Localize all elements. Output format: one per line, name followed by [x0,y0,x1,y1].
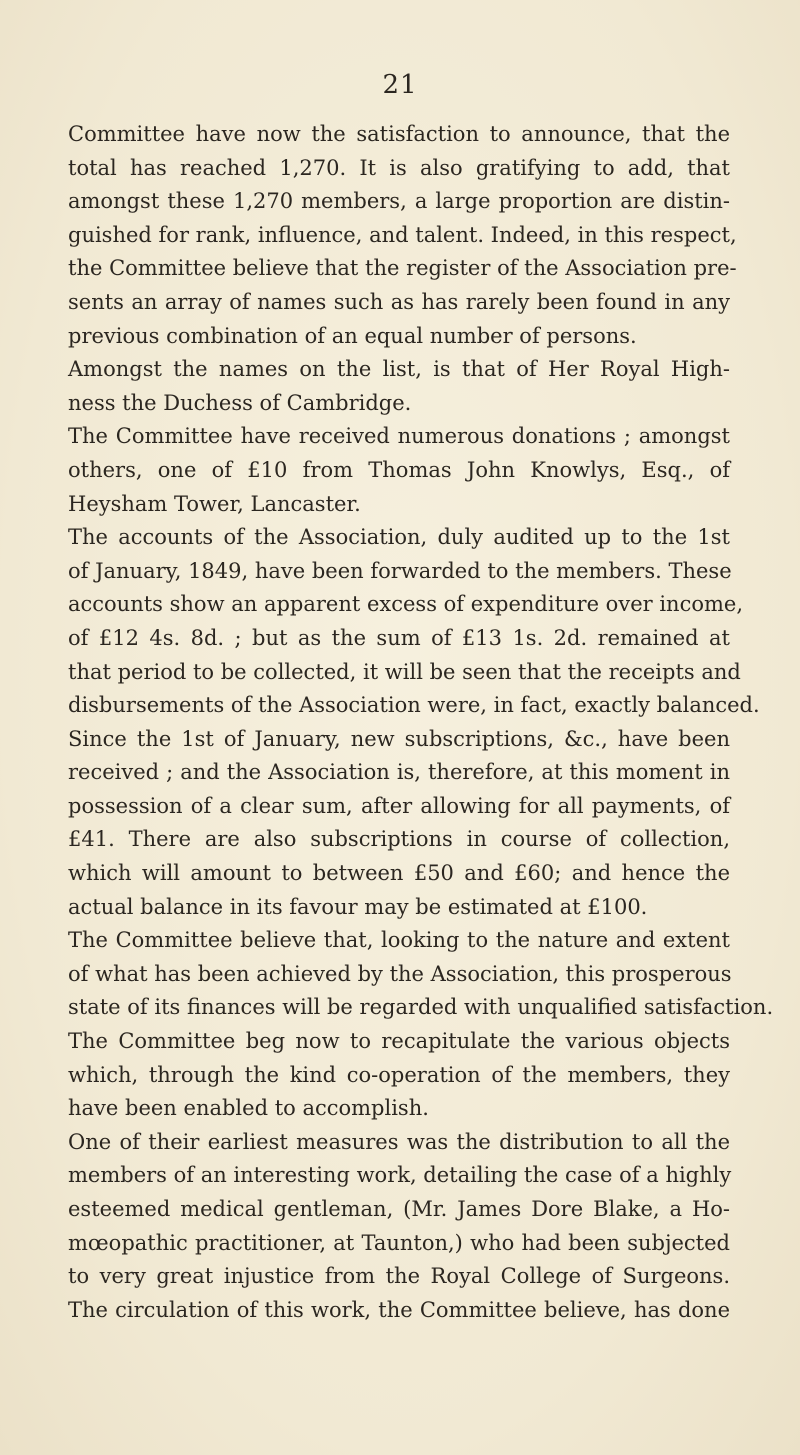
text-line: The accounts of the Association, duly audited up to the 1st [68,525,730,550]
text-line: mœopathic practitioner, at Taunton,) who had been subjected [68,1230,730,1255]
text-line: total has reached 1,270. It is also gratifying to add, that [68,155,730,180]
text-line: Since the 1st of January, new subscriptions, &c., have been [68,726,730,751]
text-line: sents an array of names such as has rarely been found in any [68,289,730,314]
text-line: which, through the kind co-operation of the members, they [68,1062,730,1087]
text-line: One of their earliest measures was the distribution to all the [68,1129,730,1154]
text-line: of January, 1849, have been forwarded to the members. These [68,558,732,583]
text-line: The circulation of this work, the Committee believe, has done [68,1297,730,1322]
text-line: which will amount to between £50 and £60; and hence the [68,861,730,886]
text-line: actual balance in its favour may be estimated at £100. [68,894,648,919]
text-line: Heysham Tower, Lancaster. [68,491,361,516]
text-line: £41. There are also subscriptions in course of collection, [68,827,730,852]
text-line: received ; and the Association is, therefore, at this moment in [68,760,730,785]
text-line: previous combination of an equal number of persons. [68,323,637,348]
text-line: have been enabled to accomplish. [68,1096,429,1121]
text-line: Committee have now the satisfaction to announce, that the [68,122,730,146]
text-line: state of its finances will be regarded with unqualified satisfaction. [68,995,774,1020]
text-line: The Committee beg now to recapitulate the various objects [68,1029,730,1054]
text-line: The Committee have received numerous donations ; amongst [68,424,730,449]
text-line: Amongst the names on the list, is that of Her Royal High- [68,357,730,382]
text-line: to very great injustice from the Royal College of Surgeons. [68,1264,730,1289]
text-line: of what has been achieved by the Association, this prosperous [68,961,732,986]
text-line: that period to be collected, it will be seen that the receipts and [68,659,741,684]
text-line: disbursements of the Association were, in fact, exactly balanced. [68,693,760,718]
page-number: 21 [382,70,418,100]
text-line: ness the Duchess of Cambridge. [68,390,412,415]
text-line: esteemed medical gentleman, (Mr. James Dore Blake, a Ho- [68,1197,730,1221]
text-line: guished for rank, influence, and talent. Indeed, in this respect, [68,222,737,247]
text-line: the Committee believe that the register of the Association pre- [68,256,737,281]
body-text [68,118,774,1327]
text-line: members of an interesting work, detailing the case of a highly [68,1163,732,1188]
text-line: possession of a clear sum, after allowing for all payments, of [68,793,730,818]
text-line: accounts show an apparent excess of expenditure over income, [68,592,743,617]
text-line: The Committee believe that, looking to the nature and extent [68,928,730,953]
text-line: amongst these 1,270 members, a large proportion are distin- [68,189,730,214]
text-line: of £12 4s. 8d. ; but as the sum of £13 1s. 2d. remained at [68,625,730,650]
text-line: others, one of £10 from Thomas John Knowlys, Esq., of [68,457,730,482]
